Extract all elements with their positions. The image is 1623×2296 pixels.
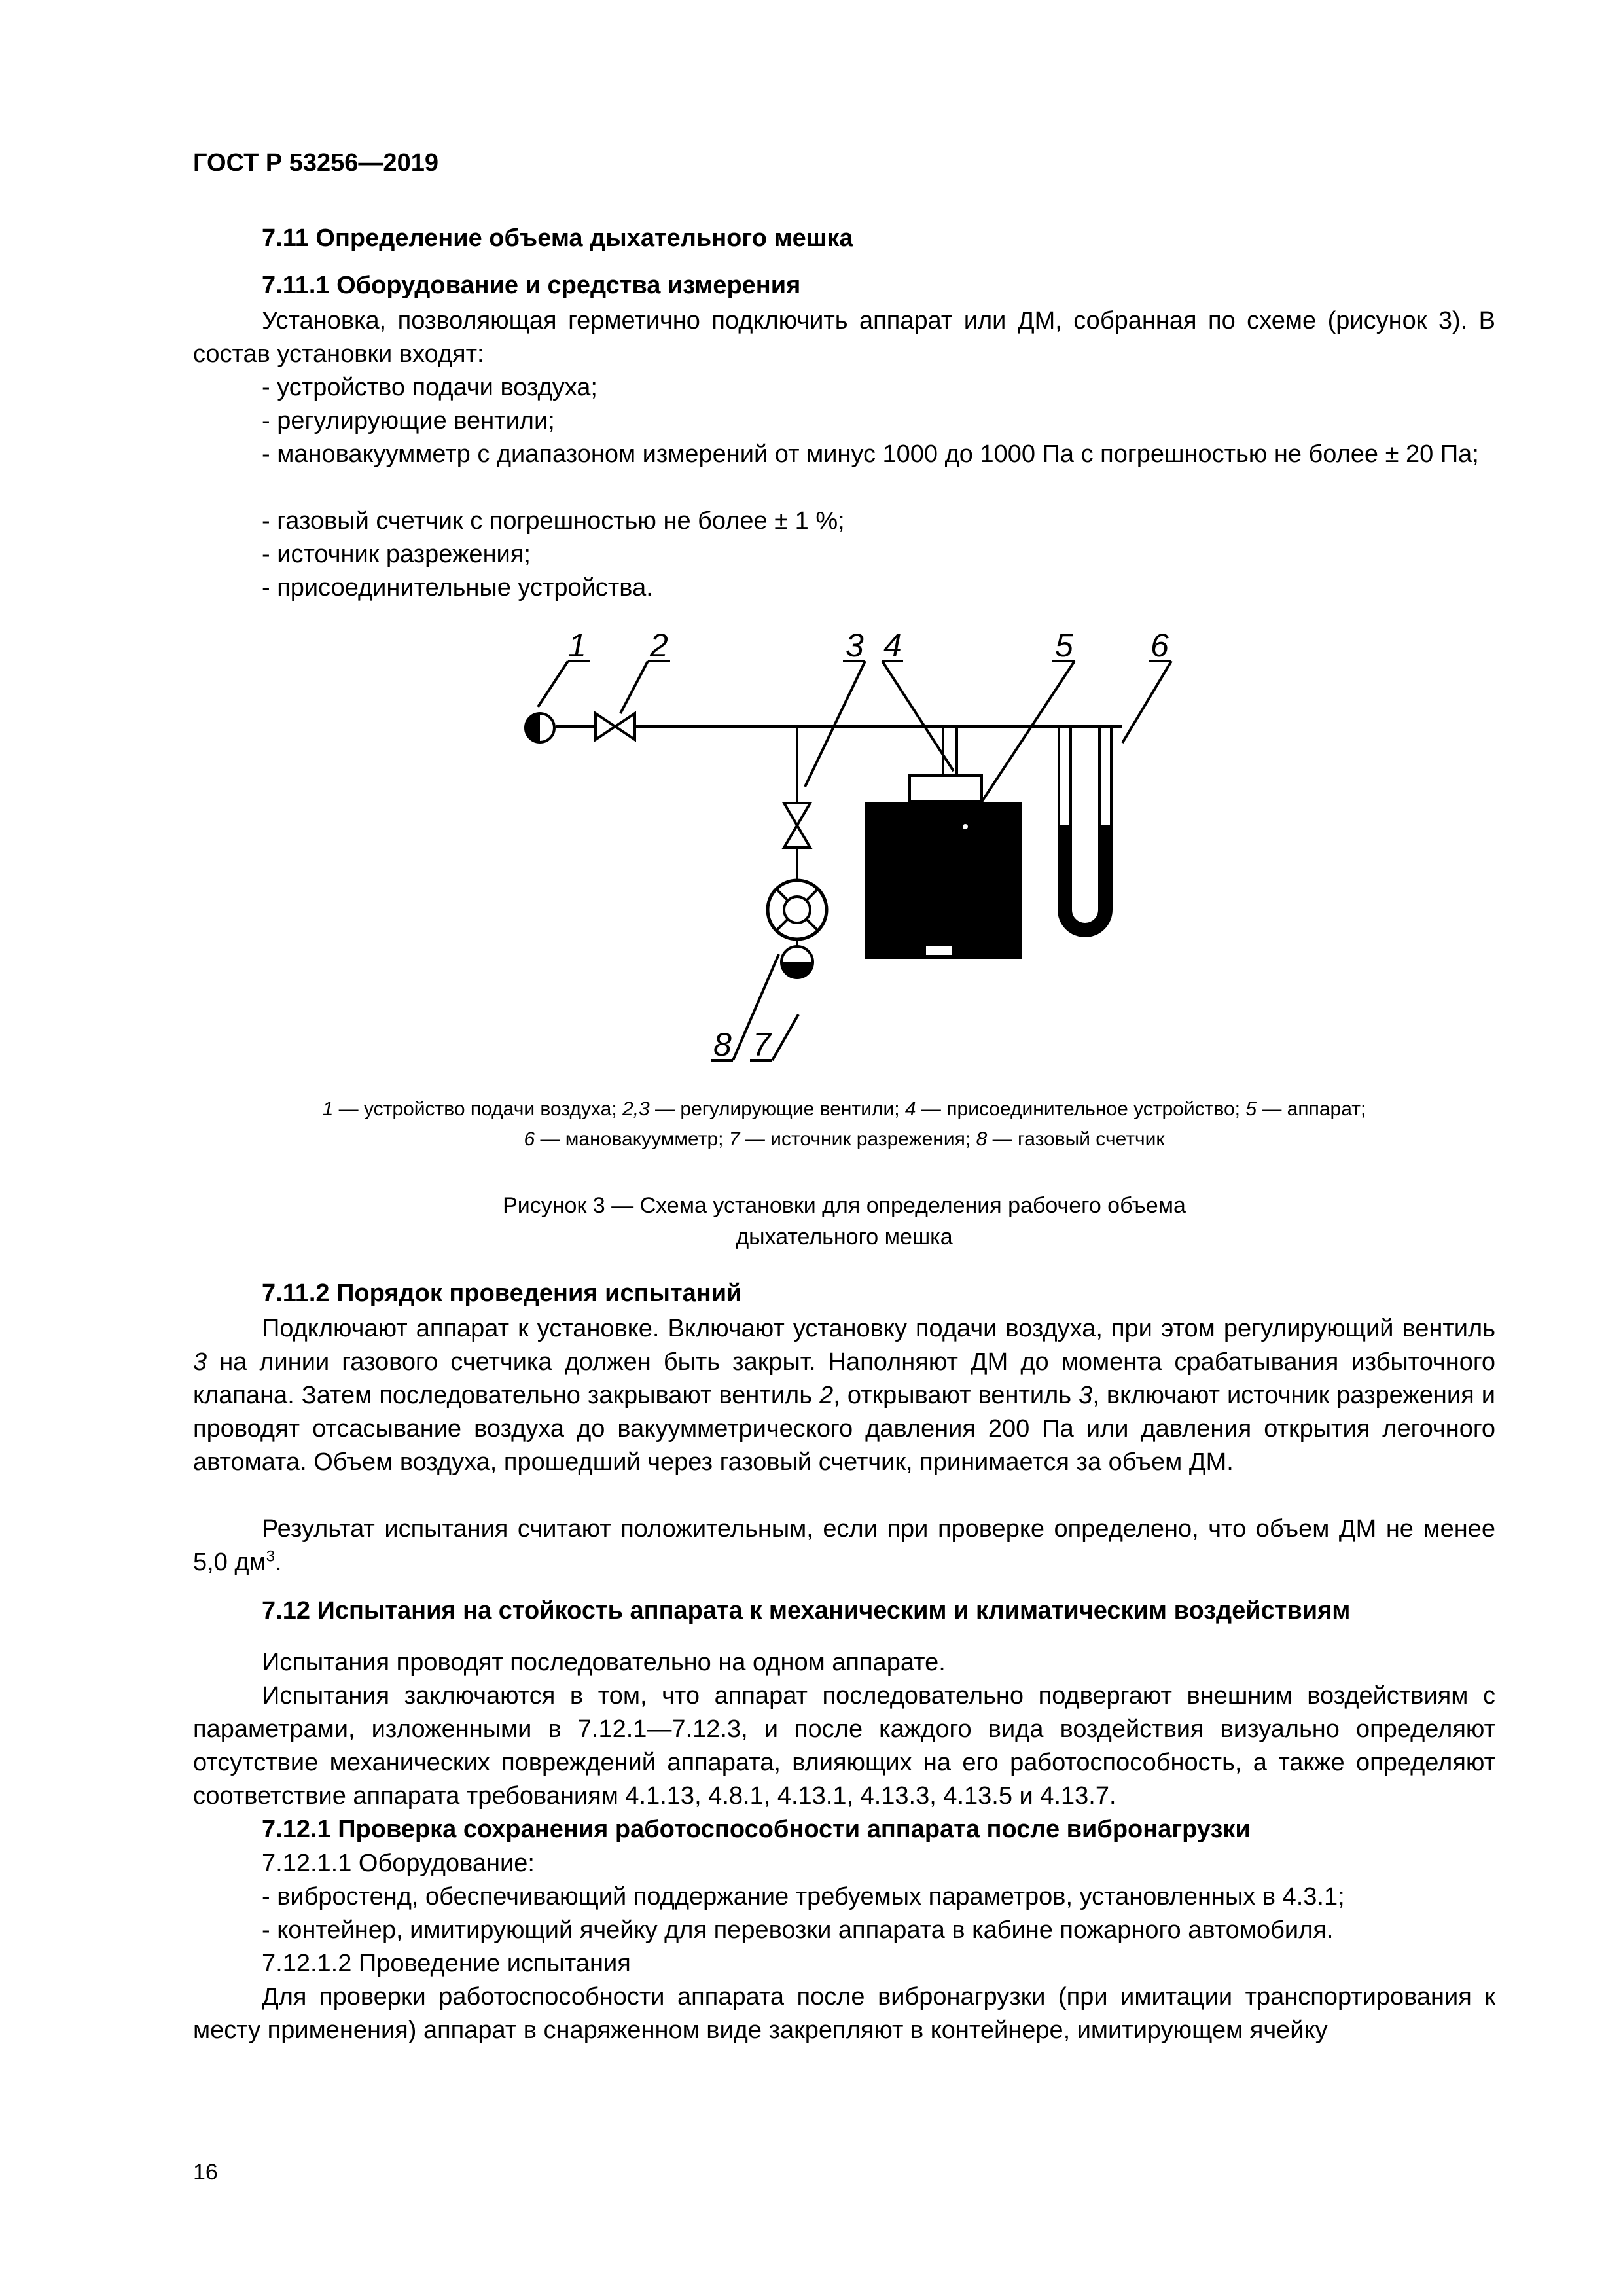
equipment-item: - вибростенд, обеспечивающий поддержание требуемых параметров, установленных в 4.3.1; <box>262 1883 1345 1910</box>
page-number: 16 <box>193 2160 218 2185</box>
figure-legend: 1 — устройство подачи воздуха; 2,3 — регулирующие вентили; 4 — присоединительное устройство; 5 — аппарат; 6 — мановакуумметр; 7 — источник разрежения; 8 — газовый счетчик <box>322 1098 1366 1150</box>
document-header: ГОСТ Р 53256—2019 <box>193 149 438 177</box>
section-7-12-title: 7.12 Испытания на стойкость аппарата к механическим и климатическим воздействиям <box>262 1597 1351 1624</box>
subsection-7-12-1-1: 7.12.1.1 Оборудование: <box>262 1850 535 1877</box>
label-7: 7 <box>753 1026 771 1063</box>
label-5: 5 <box>1055 627 1073 664</box>
connector-icon <box>910 776 982 802</box>
equipment-item: - газовый счетчик с погрешностью не более ± 1 %; <box>262 507 845 535</box>
equipment-item: - источник разрежения; <box>262 541 531 568</box>
paragraph: Испытания заключаются в том, что аппарат последовательно подвергают внешним воздействиям с параметрами, изложенными в 7.12.1—7.12.3, и после каждого вида воздействия визуально определяют отсутствие механических повреждений аппарата, влияющих на его работоспособность, а также определяют соответствие аппарата требованиям 4.1.13, 4.8.1, 4.13.1, 4.13.3, 4.13.5 и 4.13.7. <box>193 1682 1495 1810</box>
figure-title: Рисунок 3 — Схема установки для определения рабочего объема дыхательного мешка <box>503 1193 1186 1249</box>
equipment-item: - контейнер, имитирующий ячейку для перевозки аппарата в кабине пожарного автомобиля. <box>262 1916 1334 1944</box>
subsection-7-12-1-2: 7.12.1.2 Проведение испытания <box>262 1950 631 1977</box>
equipment-item: - присоединительные устройства. <box>262 574 653 601</box>
equipment-item: - регулирующие вентили; <box>262 407 555 435</box>
label-3: 3 <box>846 627 864 664</box>
procedure-paragraph: Подключают аппарат к установке. Включают установку подачи воздуха, при этом регулирующий вентиль 3 на линии газового счетчика должен быть закрыт. Наполняют ДМ до момента срабатывания избыточного клапана. Затем последовательно закрывают вентиль 2, открывают вентиль 3, включают источник разрежения и проводят отсасывание воздуха до вакуумметрического давления 200 Па или давления открытия легочного автомата. Объем воздуха, прошедший через газовый счетчик, принимается за объем ДМ. <box>193 1315 1495 1476</box>
label-4: 4 <box>883 627 902 664</box>
gas-meter-icon <box>768 880 827 939</box>
valve-2-icon <box>596 713 635 740</box>
paragraph: Для проверки работоспособности аппарата после вибронагрузки (при имитации транспортирования к месту применения) аппарат в снаряженном виде закрепляют в контейнере, имитирующем ячейку <box>193 1983 1495 2044</box>
result-paragraph: Результат испытания считают положительным, если при проверке определено, что объем ДМ не менее 5,0 $дм^3$. <box>193 1515 1495 1576</box>
air-supply-icon <box>526 713 554 742</box>
manometer-icon <box>1059 726 1122 936</box>
figure-3-diagram <box>458 615 1243 1073</box>
valve-3-icon <box>784 803 810 848</box>
equipment-item: - устройство подачи воздуха; <box>262 374 597 401</box>
label-1: 1 <box>568 627 586 664</box>
section-7-11-title: 7.11 Определение объема дыхательного мешка <box>262 224 853 252</box>
vacuum-source-icon <box>781 946 813 978</box>
label-8: 8 <box>713 1026 732 1063</box>
apparatus-icon <box>865 802 1022 959</box>
label-2: 2 <box>650 627 668 664</box>
label-6: 6 <box>1150 627 1169 664</box>
section-7-11-1-title: 7.11.1 Оборудование и средства измерения <box>262 272 801 299</box>
equipment-intro: Установка, позволяющая герметично подключить аппарат или ДМ, собранная по схеме (рисунок 3). В состав установки входят: <box>193 307 1495 368</box>
section-7-12-1-title: 7.12.1 Проверка сохранения работоспособности аппарата после вибронагрузки <box>262 1816 1251 1843</box>
equipment-item: - мановакуумметр с диапазоном измерений от минус 1000 до 1000 Па с погрешностью не более ± 20 Па; <box>262 440 1479 468</box>
paragraph: Испытания проводят последовательно на одном аппарате. <box>262 1649 946 1676</box>
section-7-11-2-title: 7.11.2 Порядок проведения испытаний <box>262 1280 742 1307</box>
